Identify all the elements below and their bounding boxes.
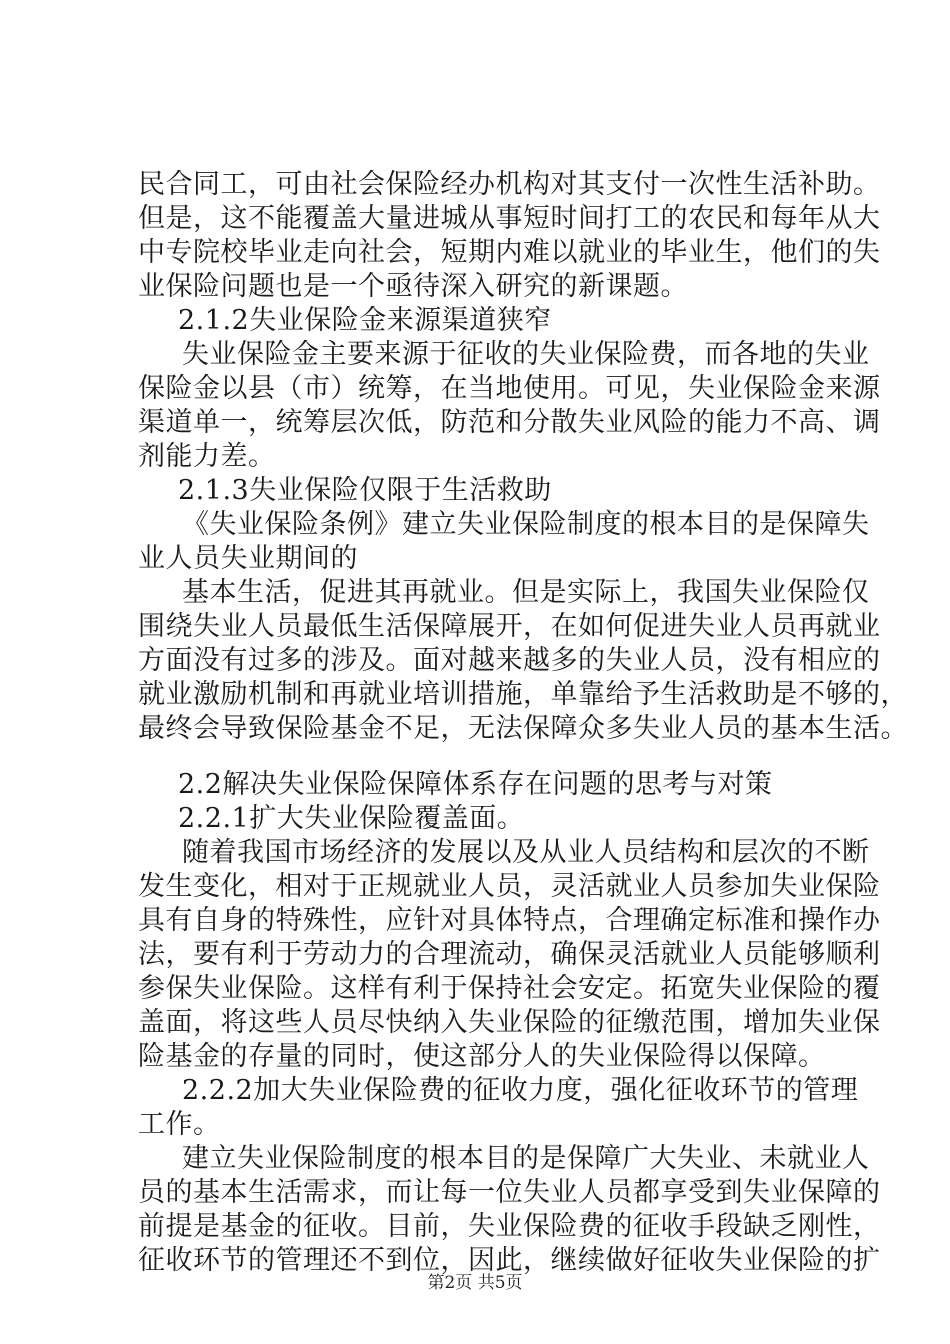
subsection-heading: 2.2.2加大失业保险费的征收力度，强化征收环节的管理	[182, 1075, 859, 1106]
text-line: 险基金的存量的同时，使这部分人的失业保险得以保障。	[138, 1041, 826, 1072]
text-line: 业保险问题也是一个亟待深入研究的新课题。	[138, 271, 688, 302]
text-line: 基本生活，促进其再就业。但是实际上，我国失业保险仅	[182, 577, 870, 608]
text-line: 保险金以县（市）统筹，在当地使用。可见，失业保险金来源	[138, 373, 881, 404]
text-line: 发生变化，相对于正规就业人员，灵活就业人员参加失业保险	[138, 871, 881, 902]
text-line: 剂能力差。	[138, 441, 276, 472]
subsection-heading: 2.1.3失业保险仅限于生活救助	[178, 475, 552, 506]
text-line: 失业保险金主要来源于征收的失业保险费，而各地的失业	[182, 339, 870, 370]
text-line: 参保失业保险。这样有利于保持社会安定。拓宽失业保险的覆	[138, 973, 881, 1004]
text-line: 盖面，将这些人员尽快纳入失业保险的征缴范围，增加失业保	[138, 1007, 881, 1038]
text-line: 工作。	[138, 1109, 221, 1140]
text-line: 员的基本生活需求，而让每一位失业人员都享受到失业保障的	[138, 1177, 881, 1208]
text-line: 中专院校毕业走向社会，短期内难以就业的毕业生，他们的失	[138, 237, 881, 268]
text-line: 民合同工，可由社会保险经办机构对其支付一次性生活补助。	[138, 169, 881, 200]
subsection-heading: 2.1.2失业保险金来源渠道狭窄	[178, 305, 552, 336]
paragraph-gap	[138, 746, 828, 768]
text-line: 业人员失业期间的	[138, 543, 358, 574]
text-line: 法，要有利于劳动力的合理流动，确保灵活就业人员能够顺利	[138, 939, 881, 970]
text-line: 就业激励机制和再就业培训措施，单靠给予生活救助是不够的，	[138, 679, 908, 710]
text-line: 围绕失业人员最低生活保障展开，在如何促进失业人员再就业	[138, 611, 881, 642]
text-line: 随着我国市场经济的发展以及从业人员结构和层次的不断	[182, 837, 870, 868]
text-line: 征收环节的管理还不到位，因此，继续做好征收失业保险的扩	[138, 1245, 881, 1276]
text-line: 渠道单一，统筹层次低，防范和分散失业风险的能力不高、调	[138, 407, 881, 438]
page-number-footer: 第2页 共5页	[427, 1273, 523, 1293]
text-line: 具有自身的特殊性，应针对具体特点，合理确定标准和操作办	[138, 905, 881, 936]
text-line: 方面没有过多的涉及。面对越来越多的失业人员，没有相应的	[138, 645, 881, 676]
text-line: 建立失业保险制度的根本目的是保障广大失业、未就业人	[182, 1143, 870, 1174]
text-line: 最终会导致保险基金不足，无法保障众多失业人员的基本生活。	[138, 713, 908, 744]
section-heading: 2.2解决失业保险保障体系存在问题的思考与对策	[178, 769, 773, 800]
subsection-heading: 2.2.1扩大失业保险覆盖面。	[178, 803, 525, 834]
text-line: 前提是基金的征收。目前，失业保险费的征收手段缺乏刚性，	[138, 1211, 881, 1242]
document-body	[138, 168, 908, 1278]
text-line: 《失业保险条例》建立失业保险制度的根本目的是保障失	[182, 509, 870, 540]
text-line: 但是，这不能覆盖大量进城从事短时间打工的农民和每年从大	[138, 203, 881, 234]
